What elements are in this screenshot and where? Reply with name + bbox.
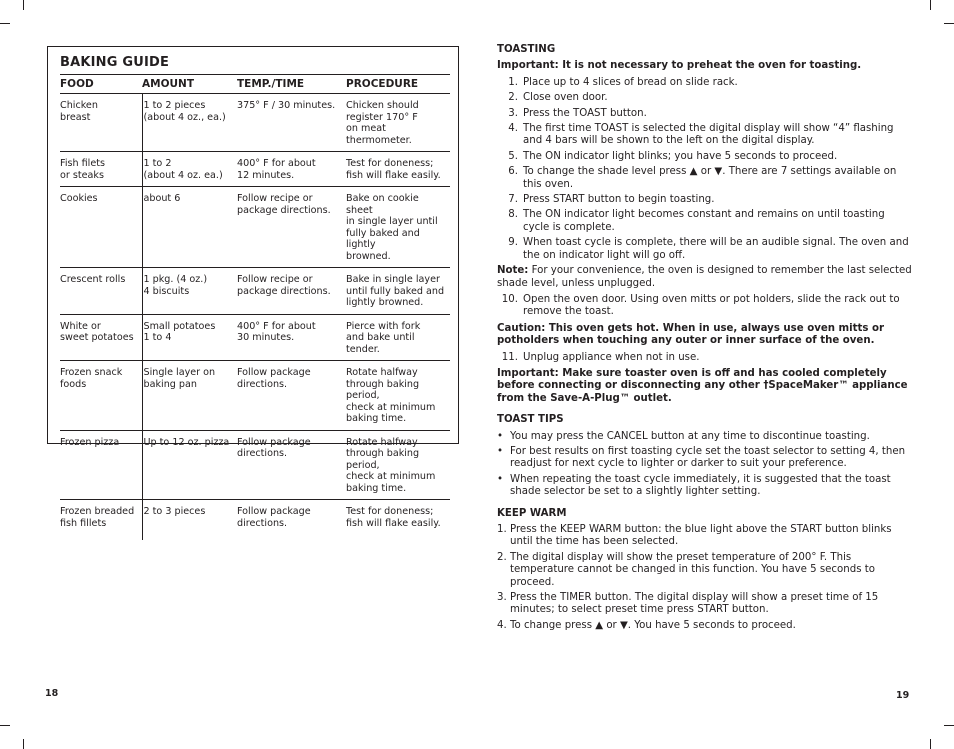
list-item: [497, 474, 913, 499]
table-cell: Chicken should register 170° F on meat thermometer.: [346, 94, 450, 152]
step-text: Press the TOAST button.: [523, 107, 647, 119]
list-item: [497, 123, 913, 148]
table-row: [60, 430, 450, 500]
table-cell: Small potatoes 1 to 4: [142, 314, 237, 361]
table-cell: Fish filets or steaks: [60, 152, 142, 187]
table-cell: Follow recipe or package directions.: [237, 268, 346, 315]
table-cell: 1 pkg. (4 oz.) 4 biscuits: [142, 268, 237, 315]
step-number: 9.: [508, 237, 518, 249]
table-cell: Crescent rolls: [60, 268, 142, 315]
step-number: 1.: [508, 76, 518, 88]
baking-guide-box: [47, 46, 459, 529]
column-header-amount: AMOUNT: [142, 75, 237, 94]
note-label: Note:: [497, 265, 529, 277]
table-cell: Follow package directions.: [237, 430, 346, 500]
bullet: •: [497, 473, 504, 485]
list-item: [497, 166, 913, 191]
table-cell: Rotate halfway through baking period, check at minimum baking time.: [346, 361, 450, 431]
table-header-row: [60, 75, 450, 94]
caution-note: Caution: This oven gets hot. When in use, always use oven mitts or potholders when touching any outer or inner surface of the oven.: [497, 322, 885, 347]
table-cell: Test for doneness; fish will flake easily.: [346, 506, 441, 529]
list-item: [497, 194, 913, 206]
list-item: [497, 77, 913, 89]
list-item: [497, 620, 913, 632]
table-cell: 2 to 3 pieces: [143, 506, 206, 517]
crop-mark: [23, 739, 24, 749]
tip-text: For best results on first toasting cycle set the toast selector to setting 4, then readjust for next cycle to lighter or darker to suit your preference.: [510, 445, 906, 470]
table-cell: Frozen snack foods: [60, 361, 142, 431]
table-cell: Frozen breaded fish fillets: [60, 500, 142, 540]
step-number: 3.: [497, 592, 507, 604]
table-cell: Pierce with fork and bake until tender.: [346, 314, 450, 361]
list-item: [497, 294, 913, 319]
table-row: [60, 314, 450, 361]
baking-guide-table: [60, 74, 450, 540]
step-text: The ON indicator light blinks; you have 5 seconds to proceed.: [523, 150, 838, 162]
bullet: •: [497, 445, 504, 457]
list-item: [497, 151, 913, 163]
table-row: [60, 187, 450, 268]
list-item: [497, 209, 913, 234]
step-text: When toast cycle is complete, there will be an audible signal. The oven and the on indicator light will go off.: [523, 237, 909, 261]
important-note-2: Important: Make sure toaster oven is off and has cooled completely before connecting or disconnecting any other †SpaceMaker™ appliance from the Save-A-Plug™ outlet.: [497, 367, 908, 404]
step-number: 10.: [501, 293, 518, 305]
step-number: 4.: [508, 123, 518, 135]
table-cell: 1 to 2 pieces (about 4 oz., ea.): [142, 94, 237, 152]
table-cell: Single layer on baking pan: [142, 361, 237, 431]
table-cell: Chicken breast: [60, 94, 142, 152]
table-cell: about 6: [142, 187, 237, 268]
table-cell: Follow package directions.: [237, 361, 346, 431]
tip-text: When repeating the toast cycle immediately, it is suggested that the toast shade selector be set to a slightly lighter setting.: [510, 473, 891, 498]
step-text: Press START button to begin toasting.: [523, 194, 715, 206]
list-item: [497, 352, 913, 364]
step-number: 11.: [501, 351, 518, 363]
crop-mark: [944, 23, 954, 24]
step-text: Open the oven door. Using oven mitts or pot holders, slide the rack out to remove the toast.: [523, 293, 900, 318]
table-cell: Rotate halfway through baking period, check at minimum baking time.: [346, 430, 450, 500]
page-number-left: 18: [45, 688, 59, 699]
column-header-food: FOOD: [60, 75, 142, 94]
table-cell: 400° F for about 12 minutes.: [237, 152, 346, 187]
toast-tips-heading: TOAST TIPS: [497, 414, 564, 426]
page-number-right: 19: [896, 690, 910, 701]
table-row: [60, 361, 450, 431]
list-item: [497, 92, 913, 104]
crop-mark: [944, 725, 954, 726]
list-item: [497, 592, 913, 617]
table-cell: White or sweet potatoes: [60, 314, 142, 361]
step-text: To change the shade level press ▲ or ▼. There are 7 settings available on this oven.: [523, 166, 897, 190]
table-cell: Bake on cookie sheet in single layer until fully baked and lightly browned.: [346, 187, 450, 268]
crop-mark: [930, 0, 931, 10]
step-text: Press the TIMER button. The digital display will show a preset time of 15 minutes; to select preset time press START button.: [510, 592, 879, 616]
list-item: [497, 431, 913, 443]
table-cell: Test for doneness; fish will flake easily.: [346, 152, 450, 187]
step-number: 8.: [508, 209, 518, 221]
column-header-procedure: PROCEDURE: [346, 75, 450, 94]
list-item: [497, 446, 913, 471]
bullet: •: [497, 430, 504, 442]
step-text: To change press ▲ or ▼. You have 5 seconds to proceed.: [510, 619, 796, 631]
step-number: 2.: [497, 551, 507, 563]
table-cell: 400° F for about 30 minutes.: [237, 314, 346, 361]
step-text: Place up to 4 slices of bread on slide rack.: [523, 76, 738, 88]
table-cell: Cookies: [60, 187, 142, 268]
step-number: 5.: [508, 150, 518, 162]
table-row: [60, 500, 450, 540]
step-number: 4.: [497, 619, 507, 631]
list-item: [497, 237, 913, 262]
column-header-temp-time: TEMP./TIME: [237, 75, 346, 94]
baking-guide-title: BAKING GUIDE: [60, 55, 170, 70]
note-paragraph: [497, 265, 913, 290]
crop-mark: [0, 23, 10, 24]
toasting-important-note: Important: It is not necessary to preheat the oven for toasting.: [497, 60, 862, 72]
step-text: Close oven door.: [523, 92, 608, 104]
table-cell: Bake in single layer until fully baked and lightly browned.: [346, 268, 450, 315]
step-text: Unplug appliance when not in use.: [523, 351, 700, 363]
step-number: 6.: [508, 166, 518, 178]
table-cell: Up to 12 oz. pizza: [142, 430, 237, 500]
crop-mark: [930, 739, 931, 749]
table-row: [60, 152, 450, 187]
toasting-heading: TOASTING: [497, 44, 556, 55]
keep-warm-heading: KEEP WARM: [497, 507, 567, 519]
step-text: Press the KEEP WARM button: the blue light above the START button blinks until the time has been selected.: [510, 524, 892, 548]
table-cell: Follow recipe or package directions.: [237, 187, 346, 268]
step-text: The digital display will show the preset temperature of 200° F. This temperature cannot be changed in this function. You have 5 seconds to proceed.: [510, 551, 875, 588]
table-cell: Follow package directions.: [237, 506, 311, 529]
list-item: [497, 524, 913, 549]
note-text: For your convenience, the oven is designed to remember the last selected shade level, unless unplugged.: [497, 265, 912, 289]
step-number: 2.: [508, 92, 518, 104]
step-number: 1.: [497, 524, 507, 535]
table-row: [60, 268, 450, 315]
tip-text: You may press the CANCEL button at any time to discontinue toasting.: [510, 430, 870, 442]
crop-mark: [23, 0, 24, 10]
right-page-content: [497, 44, 913, 632]
list-item: [497, 108, 913, 120]
table-cell: 375° F / 30 minutes.: [237, 94, 346, 152]
table-row: [60, 94, 450, 152]
step-number: 7.: [508, 194, 518, 206]
table-cell: 1 to 2 (about 4 oz. ea.): [142, 152, 237, 187]
step-text: The first time TOAST is selected the digital display will show “4” flashing and 4 bars will be shown to the left on the digital display.: [523, 123, 894, 147]
table-cell: Frozen pizza: [60, 430, 142, 500]
step-text: The ON indicator light becomes constant and remains on until toasting cycle is complete.: [523, 209, 885, 233]
step-number: 3.: [508, 107, 518, 119]
list-item: [497, 552, 913, 589]
crop-mark: [0, 725, 10, 726]
